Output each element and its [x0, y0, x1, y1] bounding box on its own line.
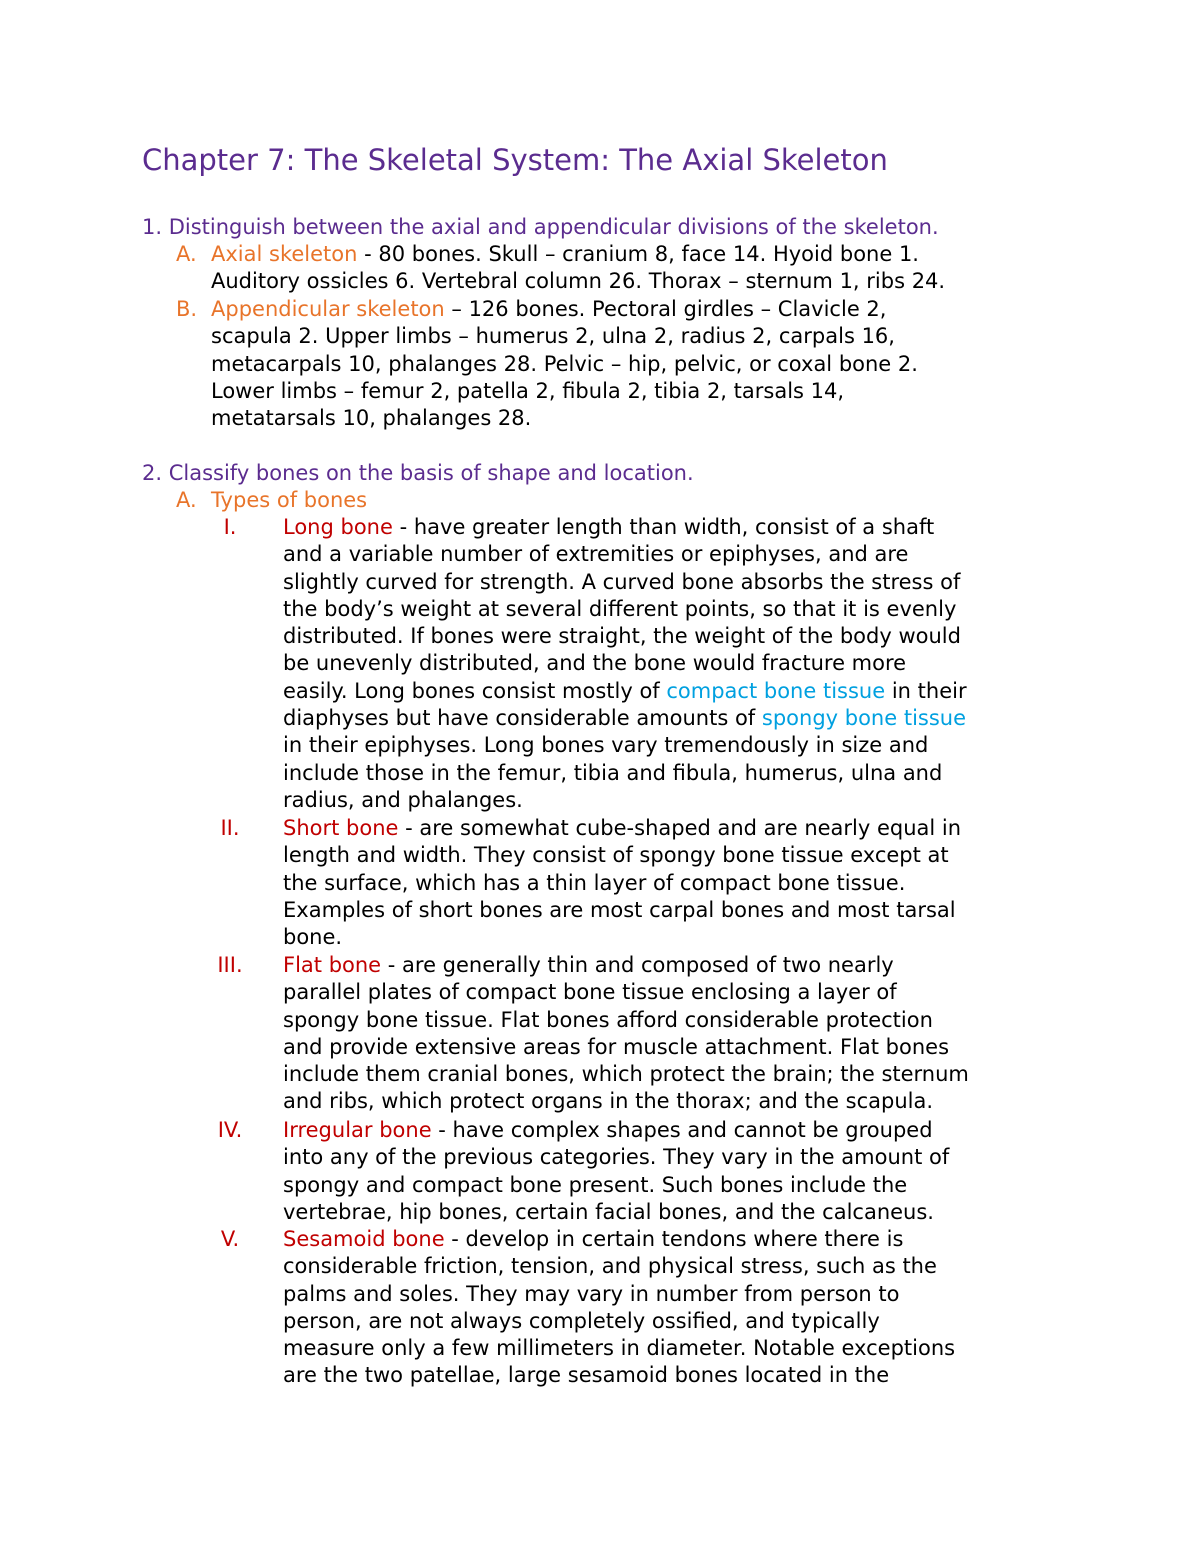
term-sesamoid-bone: Sesamoid bone — [283, 1227, 445, 1251]
question-2-heading: 2. Classify bones on the basis of shape and location. — [142, 461, 694, 485]
list-item-text: Sesamoid bone - develop in certain tendons where there is considerable friction, tension, and physical stress, such as the palms and soles. They may vary in number from person to person, are not always completely ossified, and typically measure only a few millimeters in diameter. Notable exceptions are the two patellae, large sesamoid bones located in the — [283, 1227, 956, 1388]
list-marker: I. — [223, 515, 237, 539]
term-flat-bone: Flat bone — [283, 953, 382, 977]
term-appendicular-skeleton: Appendicular skeleton — [211, 297, 445, 321]
term-spongy-bone-tissue: spongy bone tissue — [761, 706, 967, 731]
term-compact-bone-tissue: compact bone tissue — [666, 678, 886, 703]
list-item-text: Flat bone - are generally thin and composed of two nearly parallel plates of compact bone tissue enclosing a layer of spongy bone tissue. Flat bones afford considerable protection and provide extensive areas for muscle attachment. Flat bones include them cranial bones, which protect the brain; the sternum and ribs, which protect organs in the thorax; and the scapula. — [283, 953, 969, 1114]
list-marker: A. — [176, 242, 197, 266]
list-item-text: Axial skeleton - 80 bones. Skull – cranium 8, face 14. Hyoid bone 1. Auditory ossicles 6. Vertebral column 26. Thorax – sternum 1, ribs 24. — [211, 242, 946, 294]
list-item-text: Short bone - are somewhat cube-shaped and are nearly equal in length and width. They consist of spongy bone tissue except at the surface, which has a thin layer of compact bone tissue. Examples of short bones are most carpal bones and most tarsal bone. — [283, 816, 962, 950]
list-marker: III. — [217, 953, 243, 977]
list-marker: V. — [220, 1227, 240, 1251]
term-long-bone: Long bone — [283, 515, 393, 539]
list-item-text — [211, 487, 367, 514]
list-item-text: Irregular bone - have complex shapes and cannot be grouped into any of the previous categories. They vary in the amount of spongy and compact bone present. Such bones include the vertebrae, hip bones, certain facial bones, and the calcaneus. — [283, 1118, 950, 1224]
term-short-bone: Short bone — [283, 816, 399, 840]
list-marker: B. — [176, 297, 198, 321]
list-marker: II. — [220, 816, 240, 840]
term-types-of-bones: Types of bones — [211, 488, 368, 512]
term-irregular-bone: Irregular bone — [283, 1118, 432, 1142]
question-1-heading: 1. Distinguish between the axial and appendicular divisions of the skeleton. — [142, 215, 939, 239]
list-item-text: Appendicular skeleton – 126 bones. Pectoral girdles – Clavicle 2, scapula 2. Upper limbs – humerus 2, ulna 2, radius 2, carpals 16, metacarpals 10, phalanges 28. Pelvic – hip, pelvic, or coxal bone 2. Lower limbs – femur 2, patella 2, fibula 2, tibia 2, tarsals 14, metatarsals 10, phalanges 28. — [211, 297, 918, 431]
list-marker: IV. — [217, 1118, 243, 1142]
list-item-text: Long bone - have greater length than width, consist of a shaft and a variable number of extremities or epiphyses, and are slightly curved for strength. A curved bone absorbs the stress of the body’s weight at several different points, so that it is evenly distributed. If bones were straight, the weight of the body would be unevenly distributed, and the bone would fracture more easily. Long bones consist mostly of compact bone tissue in their diaphyses but have considerable amounts of spongy bone tissue in their epiphyses. Long bones vary tremendously in size and include those in the femur, tibia and fibula, humerus, ulna and radius, and phalanges. — [283, 515, 967, 812]
page-title: Chapter 7: The Skeletal System: The Axial Skeleton — [142, 143, 888, 177]
list-marker: A. — [176, 488, 197, 512]
term-axial-skeleton: Axial skeleton — [211, 242, 358, 266]
